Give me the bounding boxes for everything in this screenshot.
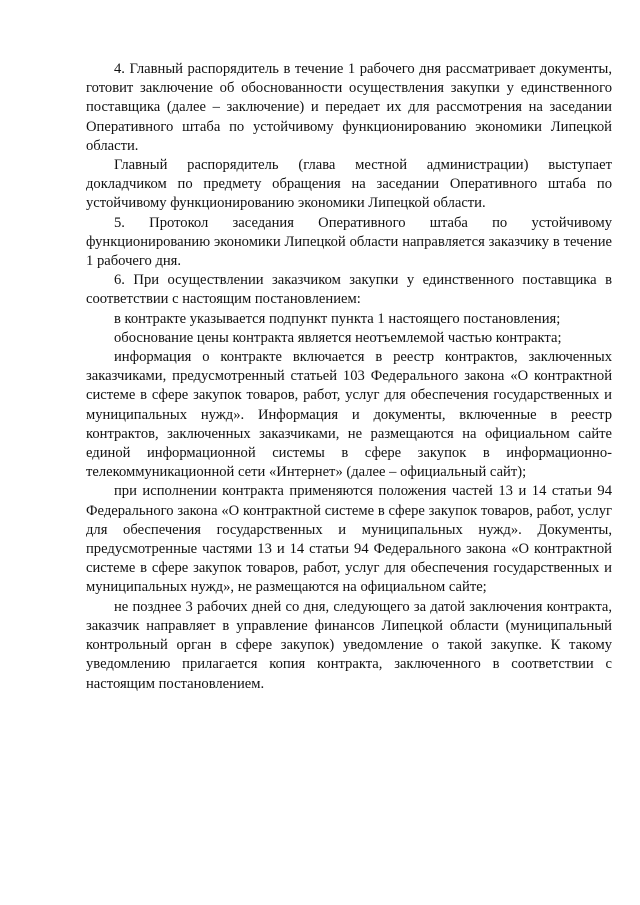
- list-item-notification: не позднее 3 рабочих дней со дня, следующего за датой заключения контракта, заказчик направляет в управление финансов Липецкой области (муниципальный контрольный орган в сфере закупок) уведомление о такой закупке. К такому уведомлению прилагается копия контракта, заключенного в соответствии с настоящим постановлением.: [86, 598, 612, 692]
- paragraph-4: 4. Главный распорядитель в течение 1 рабочего дня рассматривает документы, готовит заключение об обоснованности осуществления закупки у единственного поставщика (далее – заключение) и передает их для рассмотрения на заседании Оперативного штаба по устойчивому функционированию экономики Липецкой области.: [86, 61, 612, 154]
- paragraph-6: 6. При осуществлении заказчиком закупки у единственного поставщика в соответствии с настоящим постановлением:: [86, 272, 612, 308]
- list-item-contract-subpoint: в контракте указывается подпункт пункта 1 настоящего постановления;: [114, 310, 561, 327]
- document-body: [86, 60, 612, 694]
- list-item-registry-info: информация о контракте включается в реестр контрактов, заключенных заказчиками, предусмотренный статьей 103 Федерального закона «О контрактной системе в сфере закупок товаров, работ, услуг для обеспечения государственных и муниципальных нужд». Информация и документы, включенные в реестр контрактов, заключенных заказчиками, не размещаются на официальном сайте единой информационной системы в сфере закупок в информационно-телекоммуникационной сети «Интернет» (далее – официальный сайт);: [86, 349, 612, 481]
- list-item-price-justification: обоснование цены контракта является неотъемлемой частью контракта;: [114, 329, 562, 346]
- paragraph-5: 5. Протокол заседания Оперативного штаба по устойчивому функционированию экономики Липецкой области направляется заказчику в течение 1 рабочего дня.: [86, 214, 612, 270]
- paragraph-speaker: Главный распорядитель (глава местной администрации) выступает докладчиком по предмету обращения на заседании Оперативного штаба по устойчивому функционированию экономики Липецкой области.: [86, 157, 612, 212]
- list-item-contract-execution: при исполнении контракта применяются положения частей 13 и 14 статьи 94 Федерального закона «О контрактной системе в сфере закупок товаров, работ, услуг для обеспечения государственных и муниципальных нужд». Документы, предусмотренные частями 13 и 14 статьи 94 Федерального закона «О контрактной системе в сфере закупок товаров, работ, услуг для обеспечения государственных и муниципальных нужд», не размещаются на официальном сайте;: [86, 483, 612, 596]
